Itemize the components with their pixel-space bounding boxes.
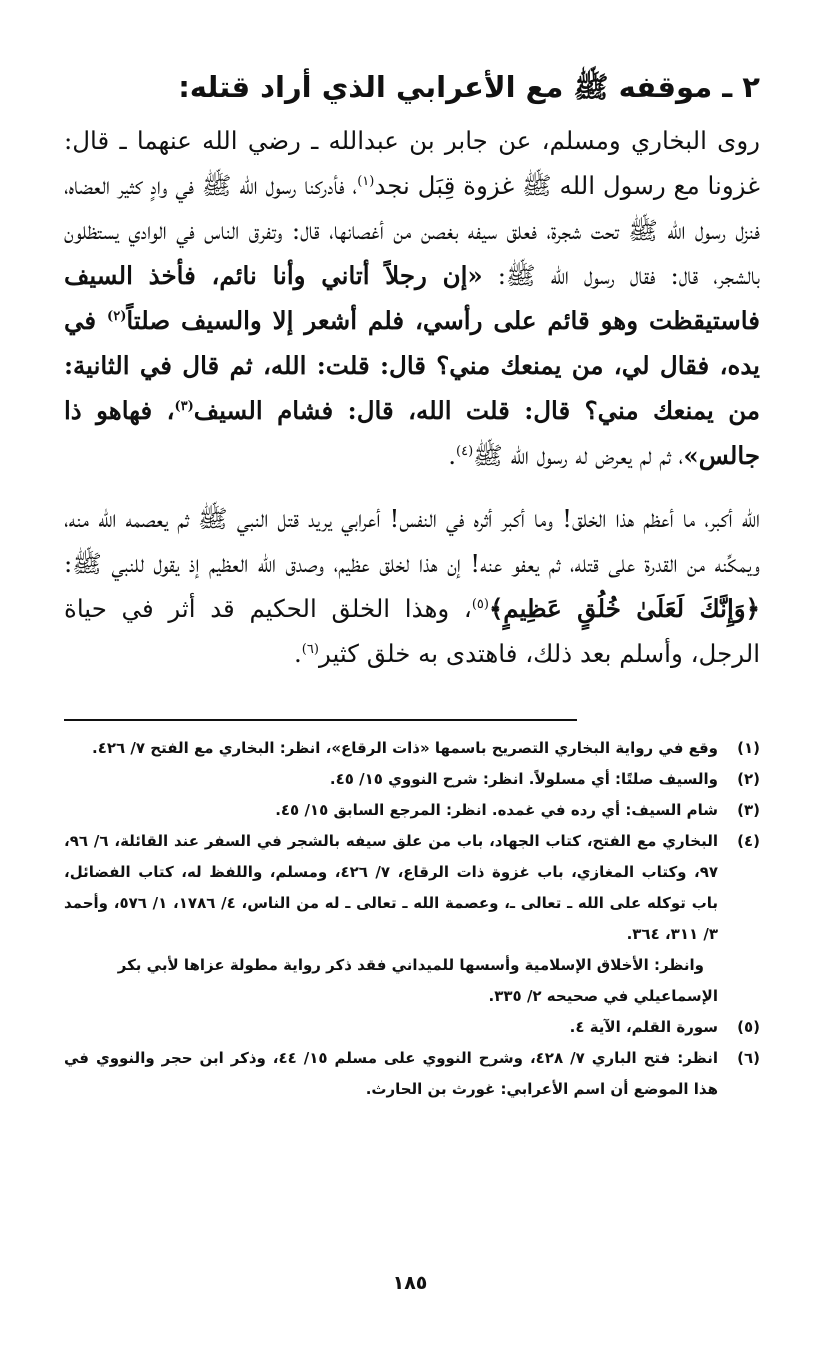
- footnote-4: [64, 826, 760, 950]
- footnote-ref-3: (٣): [174, 398, 194, 414]
- footnote-number: (٦): [737, 1049, 760, 1067]
- footnote-ref-6: (٦): [301, 641, 319, 657]
- footnote-4-note: وانظر: الأخلاق الإسلامية وأسسها للميداني فقد ذكر رواية مطولة عزاها لأبي بكر الإسماعيلي في صحيحه ٢/ ٣٣٥.: [117, 956, 718, 1005]
- commentary-paragraph: [64, 496, 760, 676]
- footnote-5: [64, 1012, 760, 1043]
- footnote-text: شام السيف: أي رده في غمده. انظر: المرجع السابق ١٥/ ٤٥.: [275, 801, 718, 819]
- footnote-number: (٤): [737, 832, 760, 850]
- footnote-text: البخاري مع الفتح، كتاب الجهاد، باب من علق سيفه بالشجر في السفر عند القائلة، ٦/ ٩٦، ٩٧، وكتاب المغازي، باب غزوة ذات الرقاع، ٧/ ٤٢٦، ومسلم، واللفظ له، كتاب الفضائل، باب توكله على الله ـ تعالى ـ، وعصمة الله ـ تعالى ـ له من الناس، ٤/ ١٧٨٦، ١/ ٥٧٦، وأحمد ٣/ ٣١١، ٣٦٤.: [64, 832, 719, 943]
- footnotes: [64, 733, 760, 1105]
- quoted-speech-2: في يده، فقال لي، من يمنعك مني؟ قال: قلت: الله، ثم قال في الثانية: من يمنعك مني؟ قال: قلت الله، قال: فشام السيف: [64, 306, 760, 425]
- footnote-text: والسيف صلتًا: أي مسلولاً. انظر: شرح النووي ١٥/ ٤٥.: [329, 770, 718, 788]
- footnote-ref-1: (١): [357, 173, 375, 189]
- page-number: ١٨٥: [392, 1272, 428, 1294]
- footnote-number: (١): [737, 739, 760, 757]
- footnote-ref-5: (٥): [471, 596, 489, 612]
- commentary-text: الله أكبر، ما أعظم هذا الخلق! وما أكبر أثره في النفس! أعرابي يريد قتل النبي ﷺ ثم يعصمه الله منه، ويمكِّنه من القدرة على قتله، ثم يعفو عنه! إن هذا لخلق عظيم، وصدق الله العظيم إذ يقول للنبي ﷺ:: [64, 504, 760, 578]
- footnote-6: [64, 1043, 760, 1105]
- narration-text: روى البخاري ومسلم، عن جابر بن عبدالله ـ رضي الله عنهما ـ قال: غزونا مع رسول الله ﷺ غزوة قِبَل نجد: [64, 126, 760, 200]
- footnote-ref-2: (٢): [107, 308, 127, 324]
- footnote-3: [64, 795, 760, 826]
- footnote-text: وقع في رواية البخاري التصريح باسمها «ذات الرقاع»، انظر: البخاري مع الفتح ٧/ ٤٢٦.: [92, 739, 718, 757]
- footnote-ref-4: (٤): [456, 443, 474, 459]
- narration-text-3: ، ثم لم يعرض له رسول الله ﷺ: [473, 441, 684, 470]
- quoted-speech-3: ، فهاهو ذا جالس»: [64, 396, 760, 470]
- quoted-speech-1: «إن رجلاً أتاني وأنا نائم، فأخذ السيف فاستيقظت وهو قائم على رأسي، فلم أشعر إلا والسيف صلتاً: [64, 261, 760, 335]
- commentary-text-2: ، وهذا الخلق الحكيم قد أثر في حياة الرجل، وأسلم بعد ذلك، فاهتدى به خلق كثير: [64, 594, 760, 668]
- narration-end: .: [448, 441, 457, 470]
- footnote-text: سورة القلم، الآية ٤.: [569, 1018, 718, 1036]
- footnote-number: (٣): [737, 801, 760, 819]
- narration-text-2: ، فأدركنا رسول الله ﷺ في وادٍ كثير العضاه، فنزل رسول الله ﷺ تحت شجرة، فعلق سيفه بغصن من أغصانها، قال: وتفرق الناس في الوادي يستظلون بالشجر، قال: فقال رسول الله ﷺ:: [64, 171, 760, 290]
- hadith-paragraph: [64, 118, 760, 478]
- footnote-number: (٥): [737, 1018, 760, 1036]
- quran-verse: ﴿وَإِنَّكَ لَعَلَىٰ خُلُقٍ عَظِيمٍ﴾: [488, 594, 760, 623]
- footnote-2: [64, 764, 760, 795]
- footnote-divider: [64, 706, 760, 725]
- footnote-number: (٢): [737, 770, 760, 788]
- footnote-text: انظر: فتح الباري ٧/ ٤٢٨، وشرح النووي على مسلم ١٥/ ٤٤، وذكر ابن حجر والنووي في هذا الموضع أن اسم الأعرابي: غورث بن الحارث.: [64, 1049, 718, 1098]
- commentary-end: .: [294, 639, 302, 668]
- footnote-1: [64, 733, 760, 764]
- section-heading: ٢ ـ موقفه ﷺ مع الأعرابي الذي أراد قتله:: [178, 70, 760, 104]
